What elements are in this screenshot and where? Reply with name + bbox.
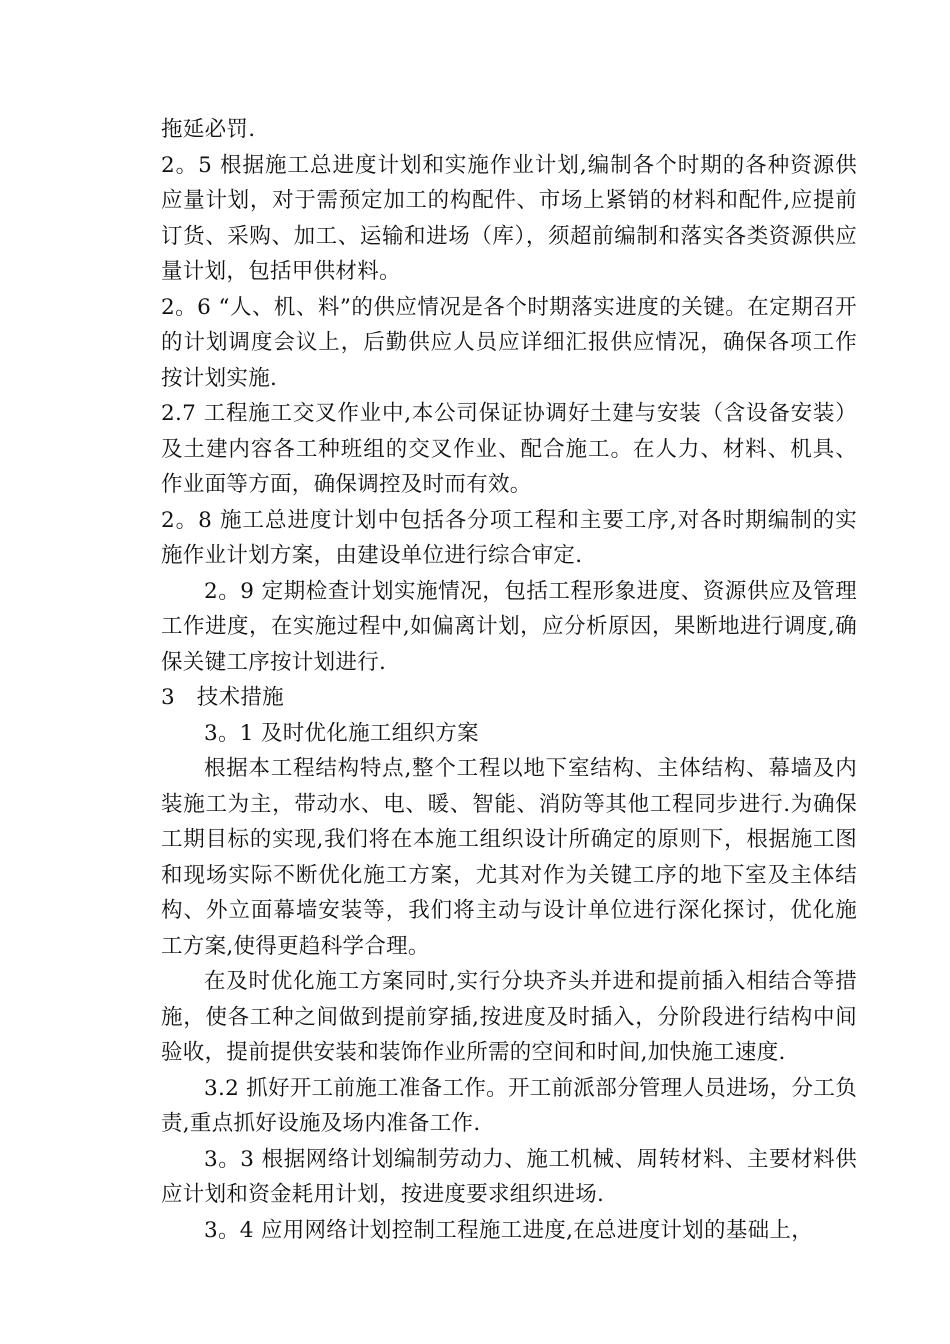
paragraph-2-9: 2。9 定期检查计划实施情况，包括工程形象进度、资源供应及管理工作进度，在实施过程中,如偏离计划，应分析原因，果断地进行调度,确保关键工序按计划进行.: [161, 578, 857, 675]
paragraph-1: 拖延必罚.: [161, 117, 256, 142]
paragraph-3-4: 3。4 应用网络计划控制工程施工进度,在总进度计划的基础上，: [204, 1217, 814, 1243]
subheading-3-1: 3。1 及时优化施工组织方案: [204, 720, 479, 746]
paragraph-3-1-body: 根据本工程结构特点,整个工程以地下室结构、主体结构、幕墙及内装施工为主，带动水、电、暖、智能、消防等其他工程同步进行.为确保工期目标的实现,我们将在本施工组织设计所确定的原则下，根据施工图和现场实际不断优化施工方案，尤其对作为关键工序的地下室及主体结构、外立面幕墙安装等，我们将主动与设计单位进行深化探讨，优化施工方案,使得更趋科学合理。: [161, 756, 857, 959]
paragraph-3-3: 3。3 根据网络计划编制劳动力、施工机械、周转材料、主要材料供应计划和资金耗用计划，按进度要求组织进场.: [161, 1146, 857, 1207]
section-heading-3: 3 技术措施: [161, 685, 284, 710]
paragraph-2-6: 2。6 “人、机、料”的供应情况是各个时期落实进度的关键。在定期召开的计划调度会议上，后勤供应人员应详细汇报供应情况，确保各项工作按计划实施.: [161, 294, 857, 391]
paragraph-2-7: 2.7 工程施工交叉作业中,本公司保证协调好土建与安装（含设备安装）及土建内容各工种班组的交叉作业、配合施工。在人力、材料、机具、作业面等方面，确保调控及时而有效。: [161, 401, 857, 497]
paragraph-2-5: 2。5 根据施工总进度计划和实施作业计划,编制各个时期的各种资源供应量计划，对于需预定加工的构配件、市场上紧销的材料和配件,应提前订货、采购、加工、运输和进场（库），须超前编制和落实各类资源供应量计划，包括甲供材料。: [161, 152, 857, 284]
paragraph-2-8: 2。8 施工总进度计划中包括各分项工程和主要工序,对各时期编制的实施作业计划方案，由建设单位进行综合审定.: [161, 507, 857, 568]
document-body: [161, 112, 857, 1248]
paragraph-3-1-continued: 在及时优化施工方案同时,实行分块齐头并进和提前插入相结合等措施，使各工种之间做到提前穿插,按进度及时插入，分阶段进行结构中间验收，提前提供安装和装饰作业所需的空间和时间,加快施工速度.: [161, 969, 857, 1065]
paragraph-3-2: 3.2 抓好开工前施工准备工作。开工前派部分管理人员进场，分工负责,重点抓好设施及场内准备工作.: [161, 1075, 857, 1136]
